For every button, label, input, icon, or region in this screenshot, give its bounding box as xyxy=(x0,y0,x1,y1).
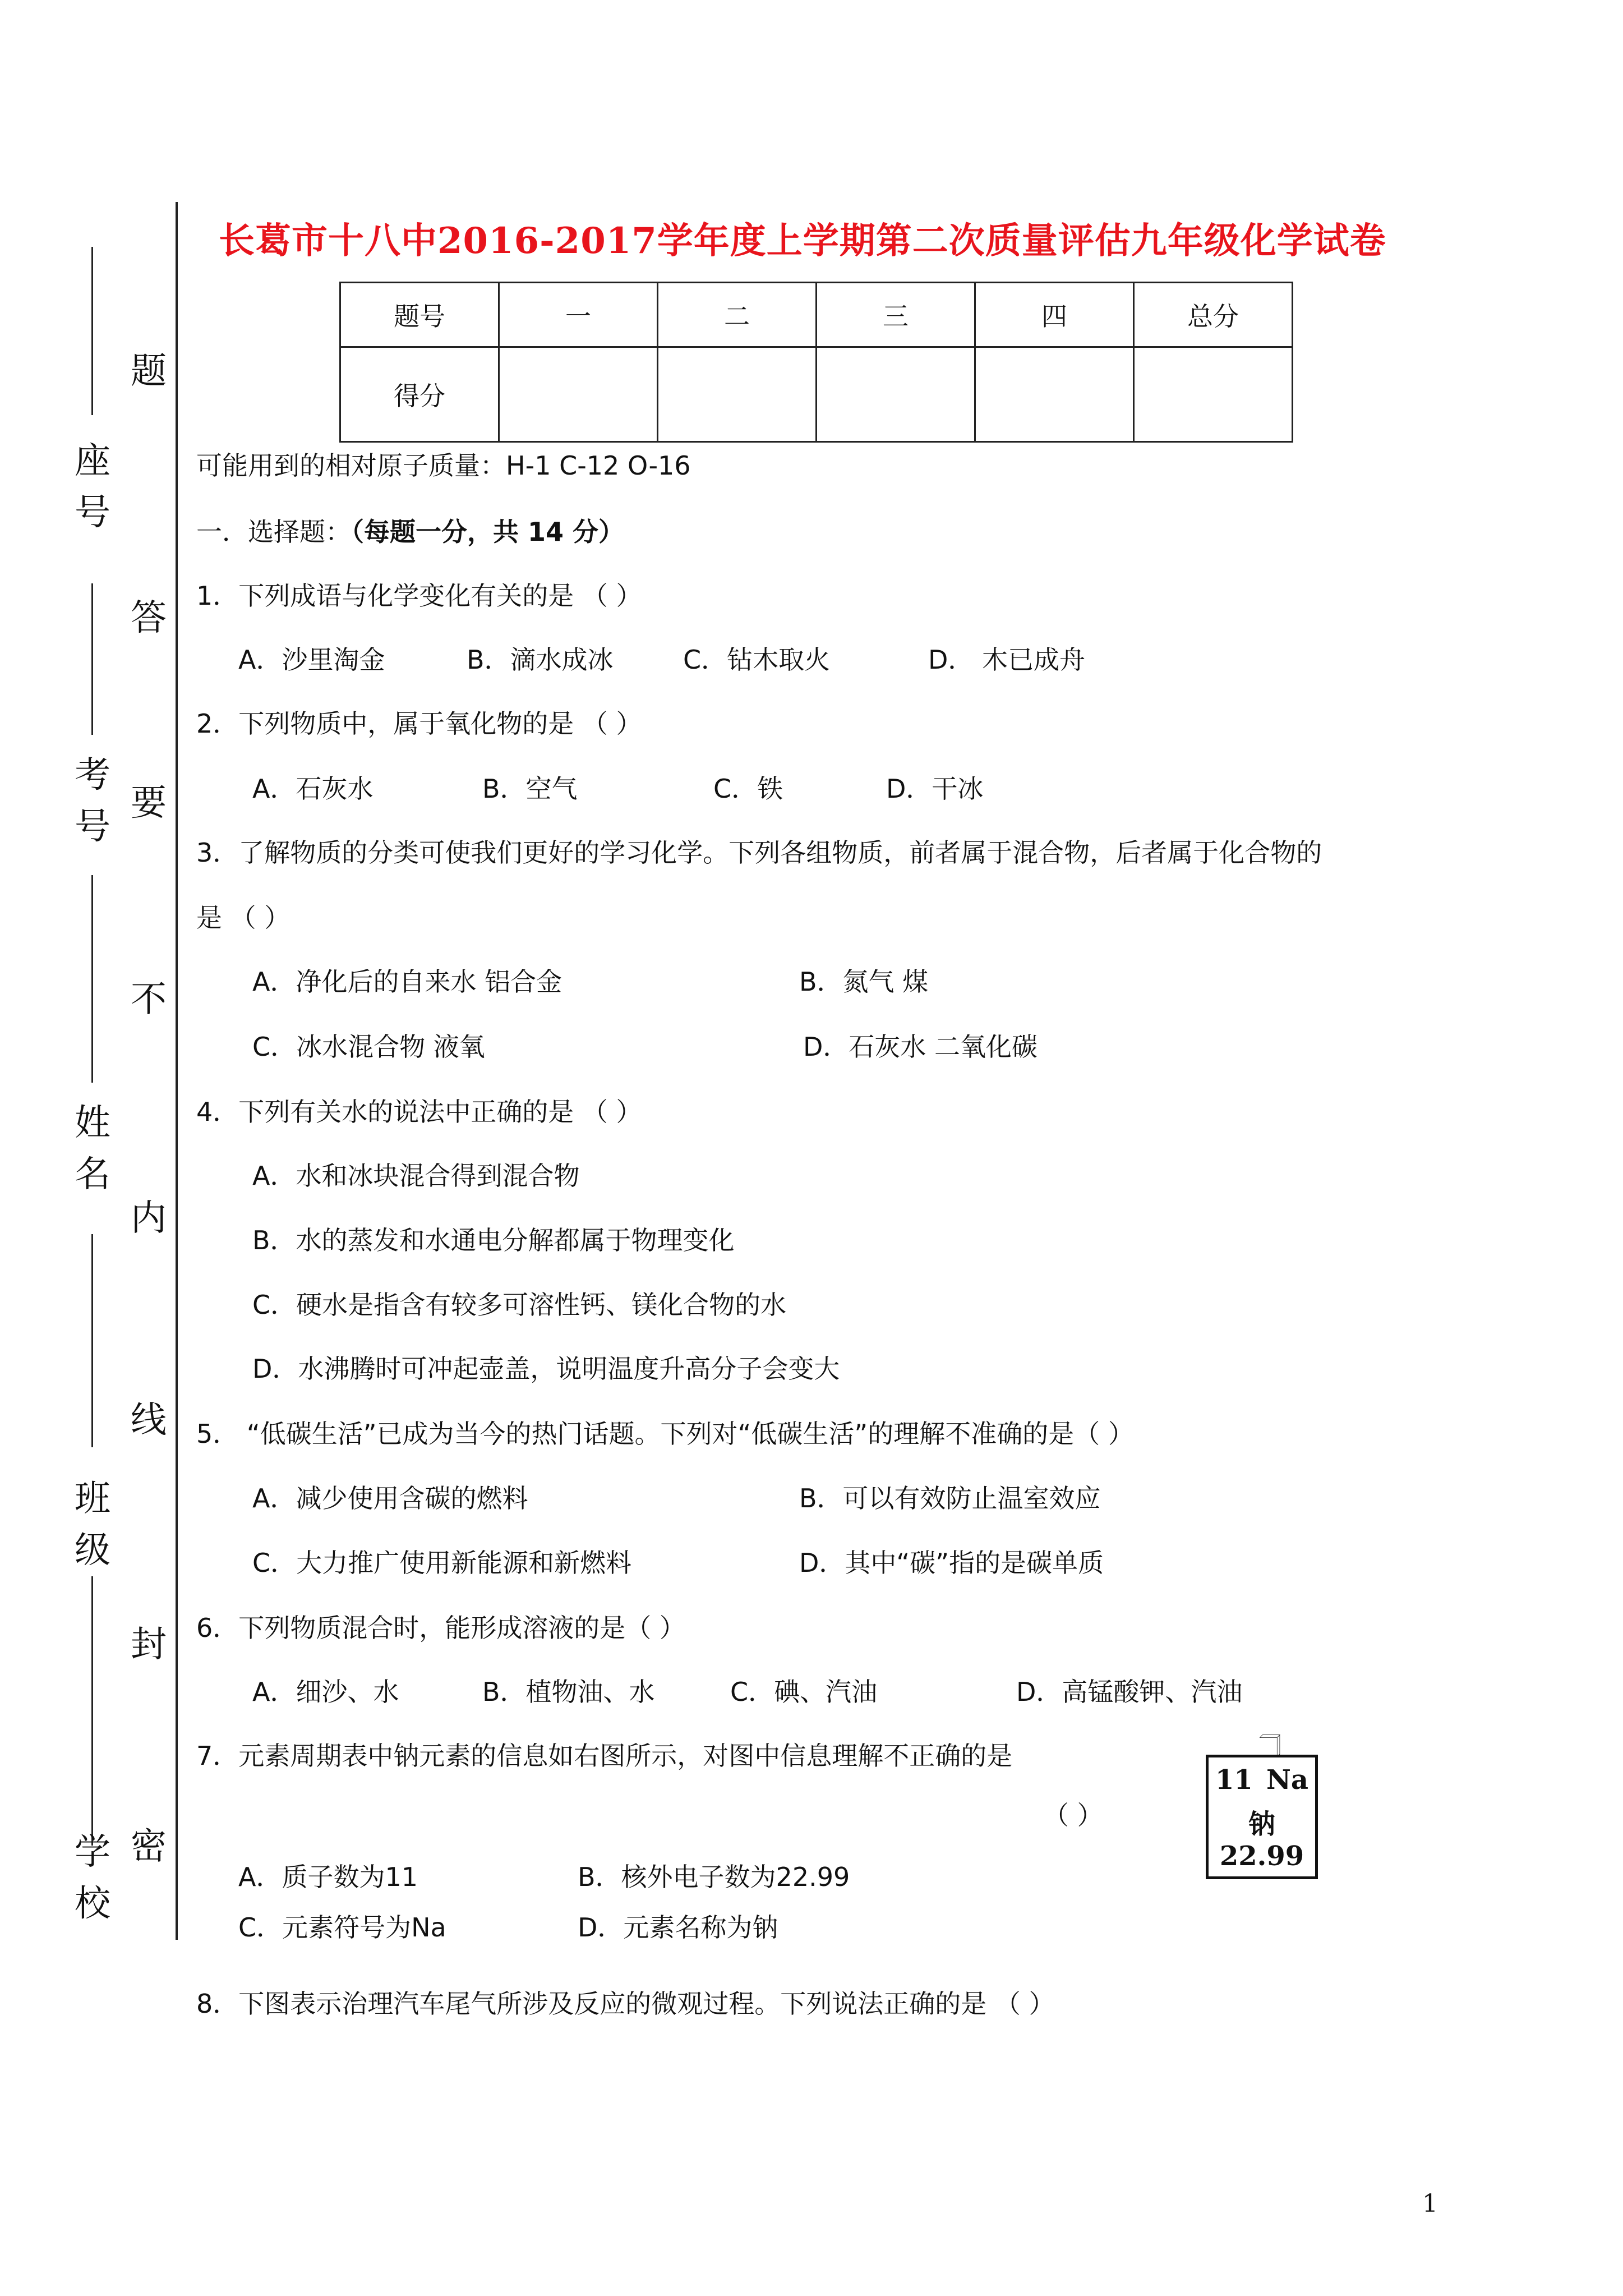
option: C．冰水混合物 液氧 xyxy=(252,1032,485,1062)
option: D．干冰 xyxy=(886,774,984,804)
option: D．石灰水 二氧化碳 xyxy=(803,1032,1038,1062)
option: D．水沸腾时可冲起壶盖，说明温度升高分子会变大 xyxy=(252,1354,840,1384)
option: A．细沙、水 xyxy=(252,1677,399,1707)
option: A．净化后的自来水 铝合金 xyxy=(252,967,562,997)
score-header: 四 xyxy=(975,283,1134,347)
score-cell[interactable] xyxy=(499,347,658,442)
question-stem: 4．下列有关水的说法中正确的是 （ ） xyxy=(196,1097,642,1127)
name-label: 姓名 xyxy=(75,1102,110,1195)
question-stem: 7．元素周期表中钠元素的信息如右图所示，对图中信息理解不正确的是 xyxy=(196,1741,1013,1771)
option: C．钻木取火 xyxy=(683,645,831,675)
option: C．元素符号为Na xyxy=(238,1912,446,1943)
warning-char: 要 xyxy=(131,783,167,824)
seat-blank-line xyxy=(91,247,93,415)
option: A．水和冰块混合得到混合物 xyxy=(252,1161,580,1191)
option: C．碘、汽油 xyxy=(730,1677,878,1707)
option: A．石灰水 xyxy=(252,774,374,804)
score-header: 一 xyxy=(499,283,658,347)
question-stem-continued: （ ） xyxy=(1043,1800,1103,1830)
binding-line xyxy=(176,202,178,1940)
warning-char: 题 xyxy=(131,351,167,392)
exam-title: 长葛市十八中2016-2017学年度上学期第二次质量评估九年级化学试卷 xyxy=(219,220,1386,262)
option: D．高锰酸钾、汽油 xyxy=(1016,1677,1243,1707)
page-number: 1 xyxy=(1422,2189,1438,2218)
section-heading xyxy=(196,512,624,549)
option: D．其中“碳”指的是碳单质 xyxy=(799,1548,1104,1578)
option: C．硬水是指含有较多可溶性钙、镁化合物的水 xyxy=(252,1290,787,1320)
score-header: 二 xyxy=(658,283,817,347)
question-stem: 5． “低碳生活”已成为当今的热门话题。下列对“低碳生活”的理解不准确的是（ ） xyxy=(196,1419,1134,1449)
option: B．可以有效防止温室效应 xyxy=(799,1483,1101,1513)
option: D． 木已成舟 xyxy=(928,645,1086,675)
option: A．沙里淘金 xyxy=(238,645,385,675)
option: C．大力推广使用新能源和新燃料 xyxy=(252,1548,632,1578)
exam-number-blank-line xyxy=(91,583,93,735)
question-stem-continued: 是 （ ） xyxy=(196,903,291,933)
section-label: 一．选择题： xyxy=(196,517,351,547)
option: C．铁 xyxy=(713,774,783,804)
option: D．元素名称为钠 xyxy=(578,1912,778,1943)
warning-char: 封 xyxy=(131,1624,167,1665)
option: B．水的蒸发和水通电分解都属于物理变化 xyxy=(252,1225,735,1255)
atomic-mass: 22.99 xyxy=(1219,1841,1304,1872)
question-stem: 2．下列物质中，属于氧化物的是 （ ） xyxy=(196,708,642,739)
question-stem: 1．下列成语与化学变化有关的是 （ ） xyxy=(196,581,642,611)
name-blank-line xyxy=(91,875,93,1083)
option: B．滴水成冰 xyxy=(467,645,614,675)
atomic-number: 11 xyxy=(1215,1764,1253,1796)
section-note: （每题一分，共 14 分） xyxy=(351,517,625,547)
option: B．空气 xyxy=(482,774,578,804)
warning-char: 线 xyxy=(131,1400,167,1441)
periodic-element-card xyxy=(1206,1734,1329,1880)
class-blank-line xyxy=(91,1234,93,1447)
element-symbol: Na xyxy=(1266,1764,1308,1796)
card-3d-edges xyxy=(1206,1734,1335,1757)
score-table xyxy=(339,282,1293,443)
warning-char: 不 xyxy=(131,979,167,1020)
option: B．植物油、水 xyxy=(482,1677,655,1707)
question-stem: 6．下列物质混合时，能形成溶液的是（ ） xyxy=(196,1613,685,1643)
school-blank-line xyxy=(91,1576,93,1846)
option: A．减少使用含碳的燃料 xyxy=(252,1483,528,1513)
question-stem: 8．下图表示治理汽车尾气所涉及反应的微观过程。下列说法正确的是 （ ） xyxy=(196,1989,1055,2019)
school-label: 学校 xyxy=(75,1832,110,1925)
score-header: 题号 xyxy=(340,283,499,347)
question-stem: 3．了解物质的分类可使我们更好的学习化学。下列各组物质，前者属于混合物，后者属于化合物的 xyxy=(196,838,1322,868)
score-header: 三 xyxy=(817,283,975,347)
score-header: 总分 xyxy=(1134,283,1293,347)
warning-char: 内 xyxy=(131,1198,167,1239)
option: B．氮气 煤 xyxy=(799,967,929,997)
element-name: 钠 xyxy=(1248,1809,1275,1840)
warning-char: 密 xyxy=(131,1826,167,1867)
atomic-mass-note: 可能用到的相对原子质量：H-1 C-12 O-16 xyxy=(196,450,691,481)
score-row-label: 得分 xyxy=(340,347,499,442)
seat-label: 座号 xyxy=(75,440,110,533)
class-label: 班级 xyxy=(75,1478,110,1571)
exam-number-label: 考号 xyxy=(75,754,110,848)
option: B．核外电子数为22.99 xyxy=(578,1862,850,1892)
card-front xyxy=(1206,1755,1318,1879)
score-cell[interactable] xyxy=(817,347,975,442)
warning-char: 答 xyxy=(131,597,167,639)
option: A．质子数为11 xyxy=(238,1862,418,1892)
score-cell[interactable] xyxy=(1134,347,1293,442)
score-cell[interactable] xyxy=(658,347,817,442)
score-cell[interactable] xyxy=(975,347,1134,442)
